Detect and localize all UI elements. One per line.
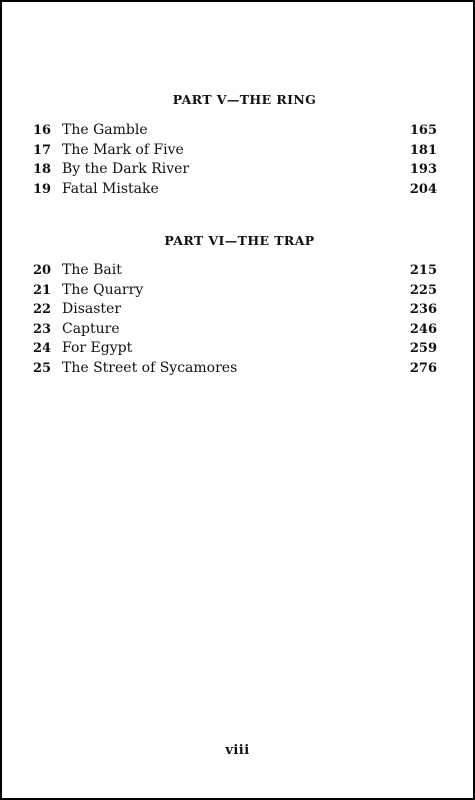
page-number: 193 — [409, 162, 437, 178]
chapter-title: By the Dark River — [62, 161, 190, 178]
chapter-number: 24 — [33, 341, 52, 357]
page-number: 236 — [409, 302, 437, 318]
toc-entry — [33, 339, 437, 359]
chapter-title: Disaster — [62, 301, 122, 318]
chapter-number: 21 — [33, 282, 52, 298]
part-heading: PART V—THE RING — [172, 92, 317, 107]
chapter-title: The Street of Sycamores — [62, 359, 238, 376]
chapter-title: Capture — [62, 320, 120, 337]
page-number: 259 — [409, 341, 437, 357]
page-number: 181 — [409, 142, 437, 158]
toc-entry — [33, 141, 437, 161]
chapter-number: 20 — [33, 263, 52, 278]
toc-list — [33, 121, 437, 199]
page-number: 225 — [409, 282, 437, 298]
chapter-title: Fatal Mistake — [62, 180, 159, 197]
chapter-number: 18 — [33, 162, 52, 178]
chapter-title: The Gamble — [62, 122, 148, 138]
part-heading: PART VI—THE TRAP — [164, 233, 315, 248]
toc-entry — [33, 359, 437, 379]
page-number: 276 — [409, 360, 437, 376]
page-number: 204 — [409, 181, 437, 197]
toc-entry — [33, 300, 437, 320]
chapter-number: 17 — [33, 142, 52, 158]
page-number: 215 — [409, 263, 437, 278]
chapter-title: The Quarry — [62, 281, 144, 298]
toc-entry — [33, 121, 437, 141]
chapter-number: 16 — [33, 123, 52, 138]
folio-page-number: viii — [225, 743, 250, 758]
toc-entry — [33, 261, 437, 281]
toc-entry — [33, 180, 437, 200]
toc-list — [33, 261, 437, 379]
chapter-number: 19 — [33, 181, 52, 197]
page-number: 165 — [409, 123, 437, 138]
chapter-number: 25 — [33, 360, 52, 376]
chapter-number: 22 — [33, 302, 52, 318]
chapter-title: The Bait — [62, 262, 122, 278]
toc-entry — [33, 281, 437, 301]
chapter-title: For Egypt — [62, 340, 133, 357]
toc-entry — [33, 160, 437, 180]
toc-entry — [33, 320, 437, 340]
chapter-number: 23 — [33, 321, 52, 337]
chapter-title: The Mark of Five — [62, 141, 184, 158]
page-number: 246 — [409, 321, 437, 337]
